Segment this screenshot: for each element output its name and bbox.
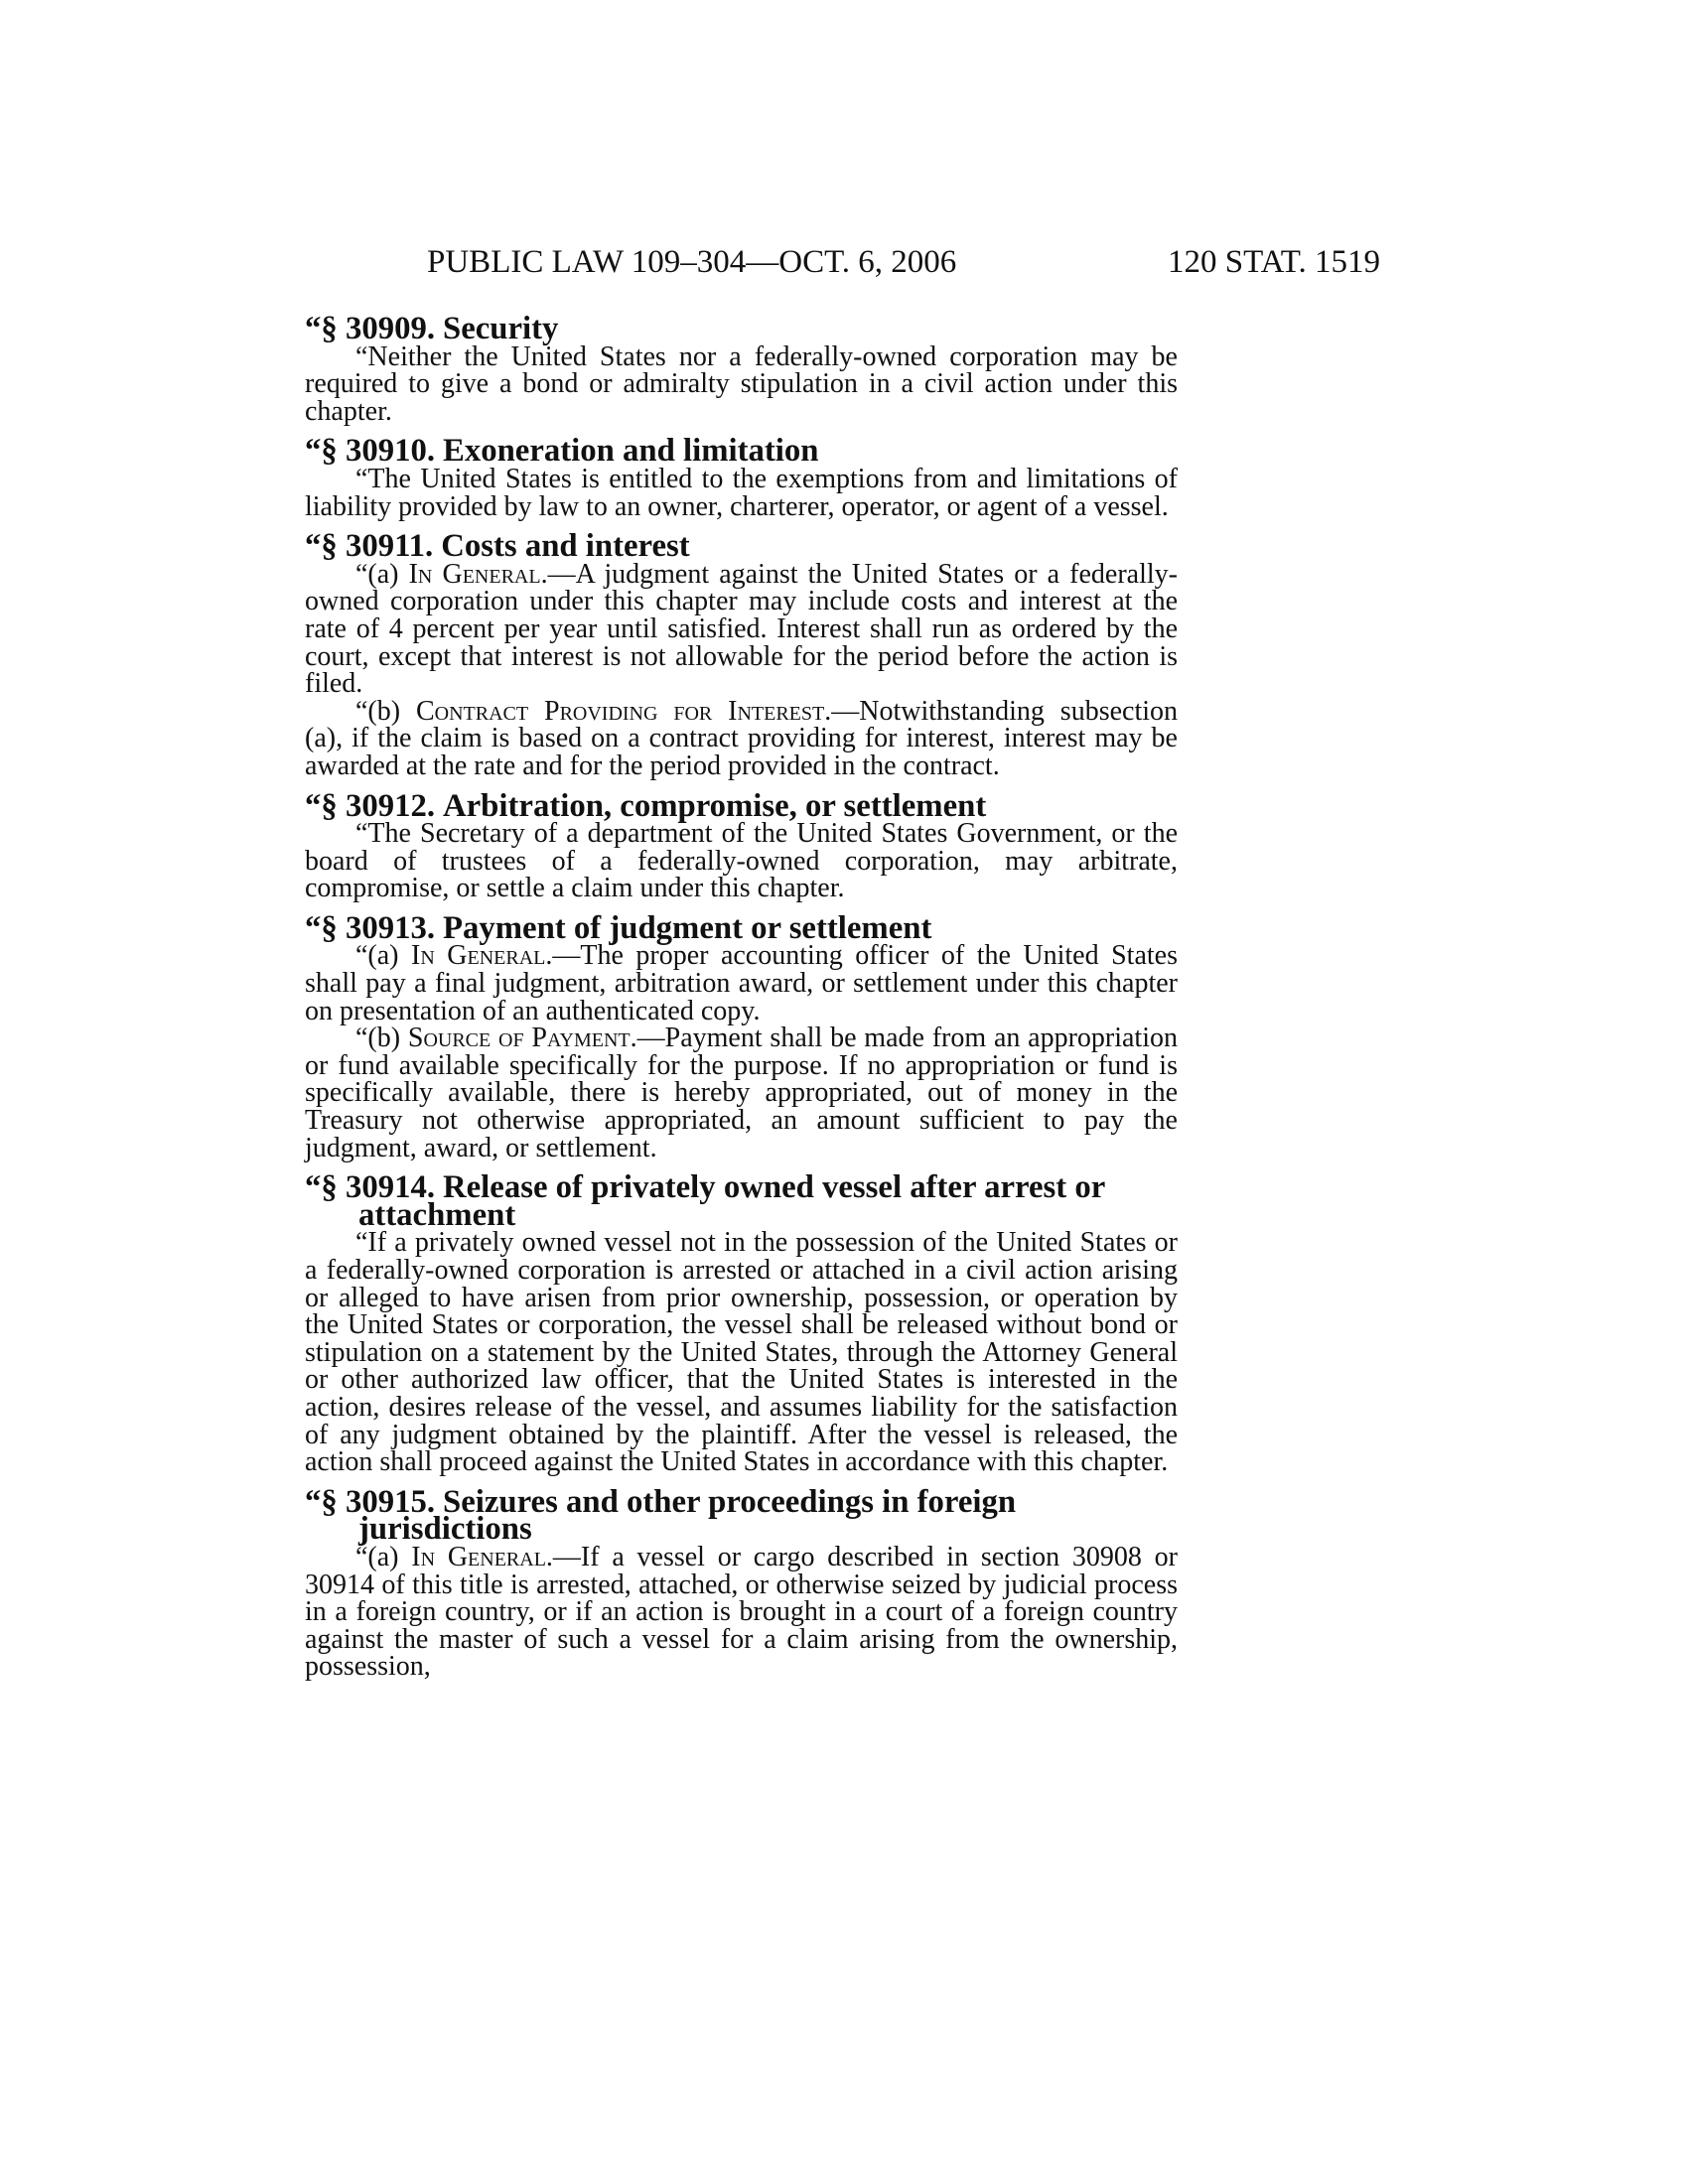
subsection-prefix: “(a) (355, 940, 411, 972)
subsection-prefix: “(b) (355, 695, 416, 727)
section-title: Arbitration, compromise, or settlement (443, 787, 987, 824)
subsection (305, 558, 1178, 700)
subsection-heading: Source of Payment. (407, 1023, 637, 1054)
paragraph-text: —The proper accounting officer of the United States shall pay a final judgment, arbitration award, or settlement under this chapter on presentation of an authenticated copy. (305, 940, 1178, 1026)
section-heading (305, 909, 1178, 946)
section-title: Exoneration and limitation (443, 433, 819, 470)
paragraph (305, 343, 1178, 426)
section-number: “§ 30911. (305, 528, 434, 565)
subsection-prefix: “(a) (355, 1541, 412, 1572)
paragraph-text: —If a vessel or cargo described in section 30908 or 30914 of this title is arrested, attached, or otherwise seized by judicial process in a foreign country, or if an action is brought in a court of a foreign country against the master of such a vessel for a claim arising from the ownership, possession, (305, 1541, 1178, 1683)
subsection (305, 1541, 1178, 1683)
paragraph-text: “If a privately owned vessel not in the possession of the United States or a federally-owned corporation is arrested or attached in a civil action arising or alleged to have arisen from prior ownership, possession, or operation by the United States or corporation, the vessel shall be released without bond or stipulation on a statement by the United States, through the Attorney General or other authorized law officer, that the United States is interested in the action, desires release of the vessel, and assumes liability for the satisfaction of any judgment obtained by the plaintiff. After the vessel is released, the action shall proceed against the United States in accordance with this chapter. (305, 1227, 1178, 1478)
subsection-prefix: “(a) (355, 558, 409, 590)
section-number: “§ 30910. (305, 433, 435, 470)
paragraph (305, 820, 1178, 902)
subsection (305, 942, 1178, 1024)
subsection (305, 1024, 1178, 1161)
header-title: PUBLIC LAW 109–304—OCT. 6, 2006 (427, 244, 957, 280)
subsection-prefix: “(b) (355, 1023, 408, 1054)
section-heading (305, 1169, 1178, 1233)
section-number: “§ 30912. (305, 787, 435, 824)
section-title: Seizures and other proceedings in foreign jurisdictions (358, 1483, 1017, 1548)
paragraph-text: —A judgment against the United States or a federally-owned corporation under this chapter may include costs and interest at the rate of 4 percent per year until satisfied. Interest shall run as ordered by the court, except that interest is not allowable for the period before the action is filed. (305, 558, 1178, 700)
paragraph-text: —Payment shall be made from an appropriation or fund available specifically for the purpose. If no appropriation or fund is specifically available, there is hereby appropriated, out of money in the Treasury not otherwise appropriated, an amount sufficient to pay the judgment, award, or settlement. (305, 1023, 1178, 1163)
paragraph-text: “The Secretary of a department of the United States Government, or the board of trustees of a federally-owned corporation, may arbitrate, compromise, or settle a claim under this chapter. (305, 818, 1178, 904)
section-number: “§ 30913. (305, 909, 435, 946)
subsection-heading: Contract Providing for Interest. (415, 695, 832, 727)
section-number: “§ 30915. (305, 1483, 435, 1520)
paragraph (305, 1227, 1178, 1478)
page-header (427, 244, 1380, 294)
section-title: Release of privately owned vessel after arrest or attachment (358, 1169, 1105, 1233)
subsection (305, 695, 1179, 781)
section-heading (305, 1483, 1178, 1548)
section-title: Costs and interest (441, 528, 690, 565)
paragraph-text: “Neither the United States nor a federally-owned corporation may be required to give a bond or admiralty stipulation in a civil action under this chapter. (305, 341, 1178, 427)
paragraph-text: “The United States is entitled to the exemptions from and limitations of liability provided by law to an owner, charterer, operator, or agent of a vessel. (305, 463, 1178, 522)
section-heading (305, 528, 1178, 565)
section-heading (305, 787, 1178, 824)
paragraph-text: —Notwithstanding subsection (a), if the claim is based on a contract providing for interest, interest may be awarded at the rate and for the period provided in the contract. (305, 695, 1179, 781)
subsection-heading: In General. (411, 1541, 553, 1572)
subsection-heading: In General. (408, 558, 548, 590)
section-number: “§ 30909. (305, 311, 435, 346)
section-heading (305, 311, 1178, 346)
section-title: Security (443, 311, 559, 346)
paragraph (305, 463, 1178, 522)
section-heading (305, 433, 1178, 470)
statute-body (305, 311, 1179, 1683)
subsection-heading: In General. (411, 940, 553, 972)
header-stat-citation: 120 STAT. 1519 (1167, 244, 1380, 280)
section-title: Payment of judgment or settlement (443, 909, 932, 946)
section-number: “§ 30914. (305, 1169, 435, 1206)
